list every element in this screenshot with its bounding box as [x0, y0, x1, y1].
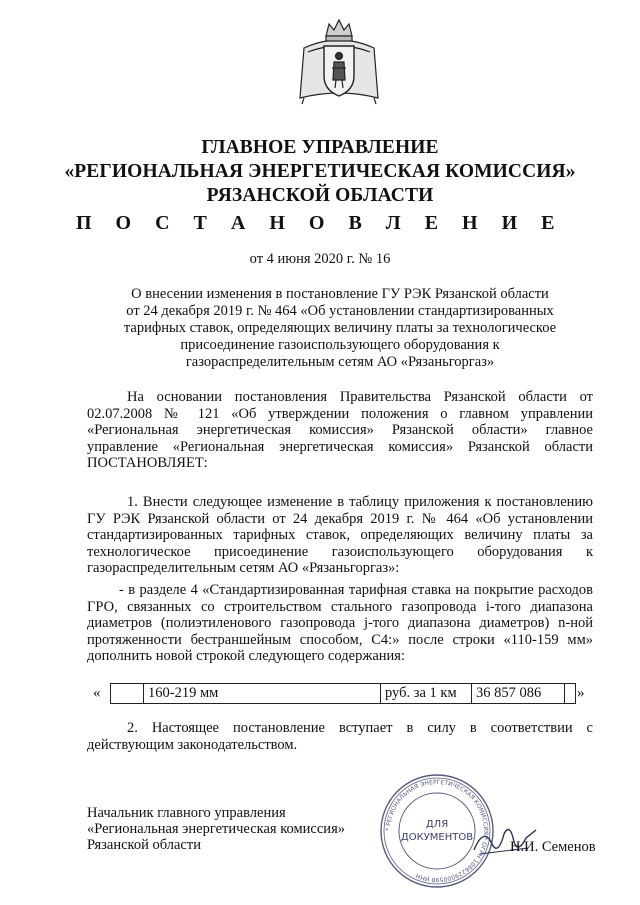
subject-line: присоединение газоиспользующего оборудования к: [180, 337, 500, 353]
item-2-paragraph: 2. Настоящее постановление вступает в силу в соответствии с действующим законодательством.: [87, 720, 593, 753]
preamble-paragraph: На основании постановления Правительства Рязанской области от 02.07.2008 № 121 «Об утверждении положения о главном управлении «Региональная энергетическая комиссия» Рязанской области» главное управление «Региональная энергетическая комиссия» Рязанской области ПОСТАНОВЛЯЕТ:: [87, 389, 593, 471]
authority-name-line-1: ГЛАВНОЕ УПРАВЛЕНИЕ: [201, 137, 439, 158]
inserted-tariff-row-table: [110, 683, 576, 704]
table-row: [111, 684, 576, 704]
table-cell-empty: [111, 684, 144, 704]
table-cell-diameter: 160-219 мм: [144, 684, 381, 704]
stamp-center-line-2: ДОКУМЕНТОВ: [400, 832, 474, 843]
stamp-ring-text: * РЕГИОНАЛЬНАЯ ЭНЕРГЕТИЧЕСКАЯ КОМИССИЯ * ОГРН 1086229000598 ИНН: [384, 778, 490, 884]
position-line: Начальник главного управления: [87, 805, 286, 821]
table-cell-unit: руб. за 1 км: [381, 684, 472, 704]
stamp-center-line-1: ДЛЯ: [425, 819, 449, 830]
position-line: Рязанской области: [87, 837, 201, 853]
subject-line: газораспределительным сетям АО «Рязаньгоргаз»: [185, 354, 495, 370]
item-1-paragraph: 1. Внести следующее изменение в таблицу приложения к постановлению ГУ РЭК Рязанской области от 24 декабря 2019 г. № 464 «Об установлении стандартизированных тарифных ставок, определяющих величину платы за технологическое присоединение газоиспользующего оборудования к газораспределительным сетям АО «Рязаньгоргаз»:: [87, 494, 593, 576]
subject-line: от 24 декабря 2019 г. № 464 «Об установлении стандартизированных: [126, 303, 554, 319]
subject-line: О внесении изменения в постановление ГУ РЭК Рязанской области: [131, 286, 549, 302]
table-cell-empty: [565, 684, 576, 704]
item-1-subparagraph: - в разделе 4 «Стандартизированная тарифная ставка на покрытие расходов ГРО, связанных со строительством стального газопровода i-того диапазона диаметров (полиэтиленового газопровода j-того диапазона диаметров) n-ной протяженности бестраншейным способом, С4:» после строки «110-159 мм» дополнить новой строкой следующего содержания:: [87, 582, 593, 664]
close-quote: »: [577, 685, 585, 701]
open-quote: «: [93, 685, 101, 701]
position-line: «Региональная энергетическая комиссия»: [87, 821, 345, 837]
document-date-number: от 4 июня 2020 г. № 16: [249, 251, 391, 267]
document-subject: [120, 286, 560, 371]
table-cell-value: 36 857 086: [472, 684, 565, 704]
signatory-name: Н.И. Семенов: [510, 839, 596, 855]
authority-name-line-3: РЯЗАНСКОЙ ОБЛАСТИ: [206, 185, 434, 206]
signatory-position: [87, 805, 345, 853]
authority-name-line-2: «РЕГИОНАЛЬНАЯ ЭНЕРГЕТИЧЕСКАЯ КОМИССИЯ»: [64, 161, 576, 182]
document-type-title: П О С Т А Н О В Л Е Н И Е: [76, 212, 564, 234]
subject-line: тарифных ставок, определяющих величину платы за технологическое: [123, 320, 557, 336]
coat-of-arms-icon: [296, 18, 382, 108]
